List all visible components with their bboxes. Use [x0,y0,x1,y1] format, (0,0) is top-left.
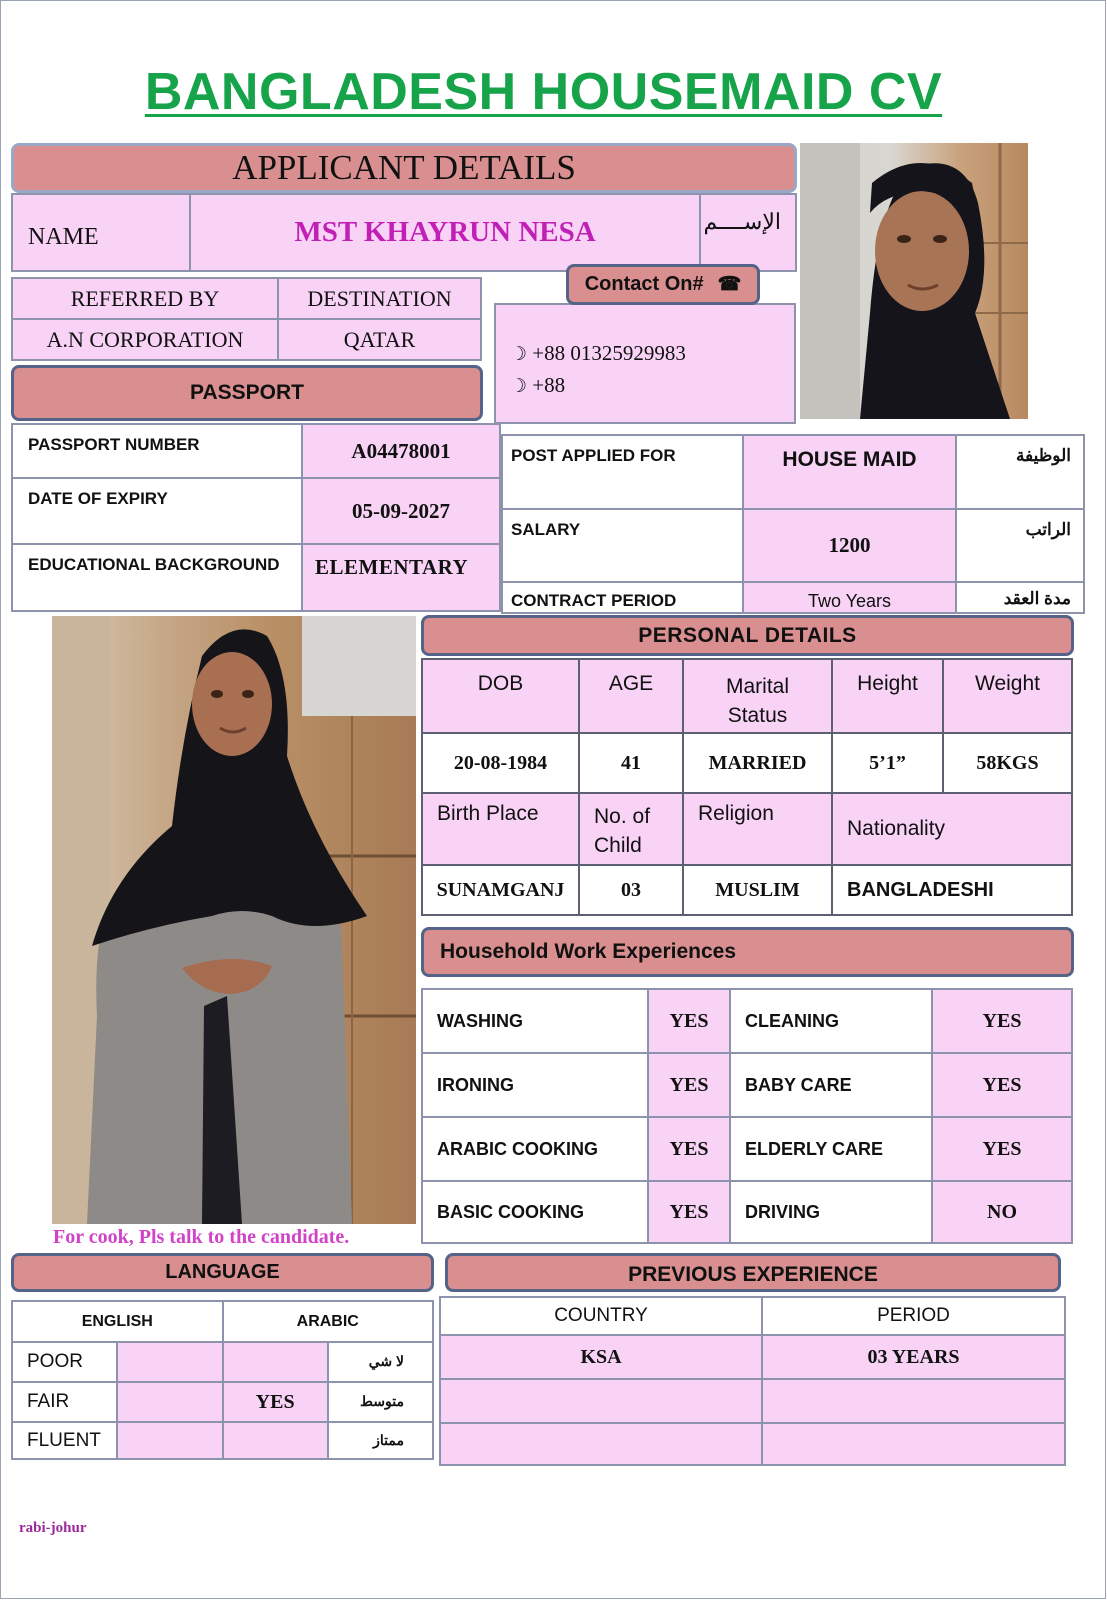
skill-row [422,1181,1072,1243]
household-work-table [421,988,1073,1244]
skill-value: YES [982,1137,1022,1160]
skill-value-cell [648,989,730,1053]
religion-value-cell [683,865,832,915]
passport-header [11,365,483,421]
skill-cell [422,1053,648,1117]
referred-by-label: REFERRED BY [70,285,220,311]
passport-number-label: PASSPORT NUMBER [28,435,200,454]
age-value-cell [579,733,683,793]
salary-label-ar-cell [956,509,1084,582]
marital-label-cell [683,659,832,733]
language-row [12,1382,433,1422]
arabic-value-cell [223,1382,328,1422]
skill-value-cell [932,1117,1072,1181]
age-value: 41 [621,751,641,774]
education-value: ELEMENTARY [315,555,469,579]
phone-1-text: +88 01325929983 [532,341,686,365]
english-value-cell [117,1382,222,1422]
skill-label: CLEANING [745,1010,839,1031]
passport-header-label: PASSPORT [190,381,304,404]
birthplace-value: SUNAMGANJ [436,878,565,901]
skill-cell [422,1117,648,1181]
full-body-svg [52,616,416,1224]
age-label: AGE [608,672,654,695]
marital-value: MARRIED [708,751,807,774]
expiry-label: DATE OF EXPIRY [28,489,168,508]
household-work-label: Household Work Experiences [440,940,737,963]
phone-2-text: +88 [532,373,566,397]
level-label-ar: لا شي [368,1353,404,1369]
birthplace-label: Birth Place [437,802,539,825]
country-col-label: COUNTRY [554,1305,648,1326]
height-value: 5’1” [869,751,906,774]
post-label-cell [502,435,743,509]
country-col-cell [440,1297,762,1335]
expiry-label-cell [12,478,302,544]
contact-header-label: Contact On# [584,273,704,295]
weight-label-cell [943,659,1072,733]
passport-number-value: A04478001 [351,438,451,463]
contract-label-ar: مدة العقد [1003,589,1071,608]
skill-value-cell [648,1053,730,1117]
country-cell [440,1335,762,1379]
previous-experience-label: PREVIOUS EXPERIENCE [628,1263,878,1286]
skill-cell [730,1117,932,1181]
footer-credit: rabi-johur [19,1520,87,1536]
country-cell [440,1423,762,1465]
personal-details-table [421,658,1073,916]
referral-table [11,277,482,361]
experience-row [440,1379,1065,1423]
country-cell [440,1379,762,1423]
skill-value: NO [987,1200,1017,1223]
children-label-cell [579,793,683,865]
skill-label: IRONING [437,1074,515,1095]
post-value: HOUSE MAID [782,448,917,471]
destination-value: QATAR [343,326,416,352]
name-value-cell [190,194,700,271]
passport-number-label-cell [12,424,302,478]
referred-by-value-cell [12,319,278,360]
passport-table [11,423,501,612]
birthplace-value-cell [422,865,579,915]
level-cell [12,1422,117,1459]
skill-value: YES [669,1073,709,1096]
name-label-cell [12,194,190,271]
post-value-cell [743,435,956,509]
salary-value: 1200 [828,533,871,557]
destination-label-cell [278,278,481,319]
religion-label: Religion [698,802,774,825]
nationality-label-cell [832,793,1072,865]
education-label: EDUCATIONAL BACKGROUND [28,555,280,574]
skill-row [422,989,1072,1053]
period-col-cell [762,1297,1065,1335]
dob-value-cell [422,733,579,793]
period-cell [762,1423,1065,1465]
telephone-icon: ☎ [717,274,742,295]
contact-box [494,303,796,424]
dob-label: DOB [477,672,524,695]
skill-row [422,1053,1072,1117]
name-label: NAME [28,224,99,250]
name-label-ar-cell [700,194,796,271]
weight-value: 58KGS [976,751,1039,774]
period-cell [762,1335,1065,1379]
children-value-cell [579,865,683,915]
birthplace-label-cell [422,793,579,865]
skill-label: DRIVING [745,1201,821,1222]
skill-cell [730,1053,932,1117]
education-label-cell [12,544,302,611]
arabic-value-cell [223,1342,328,1382]
skill-cell [422,1181,648,1243]
dob-value: 20-08-1984 [453,751,548,774]
skill-cell [730,989,932,1053]
weight-value-cell [943,733,1072,793]
skill-value-cell [648,1181,730,1243]
religion-label-cell [683,793,832,865]
language-row [12,1422,433,1459]
experience-row [440,1335,1065,1379]
full-body-photo [52,616,416,1224]
skill-value: YES [669,1200,709,1223]
skill-label: ARABIC COOKING [437,1138,598,1159]
previous-experience-table [439,1296,1066,1466]
skill-cell [422,989,648,1053]
arabic-col-label: ARABIC [296,1312,359,1330]
post-label-ar-cell [956,435,1084,509]
arabic-col-cell [223,1301,434,1342]
skill-value-cell [932,989,1072,1053]
applicant-details-header [11,143,797,193]
skill-row [422,1117,1072,1181]
personal-details-header [421,615,1074,656]
skill-label: BABY CARE [745,1074,852,1095]
english-col-label: ENGLISH [81,1312,153,1330]
level-label-ar: ممتاز [373,1431,404,1448]
skill-value-cell [648,1117,730,1181]
skill-value: YES [982,1073,1022,1096]
salary-label-cell [502,509,743,582]
page-title-text: BANGLADESH HOUSEMAID CV [144,63,943,121]
contact-phone-2 [510,373,565,398]
post-label: POST APPLIED FOR [511,446,676,465]
phone-handset-icon: ☽ [510,344,528,365]
language-header [11,1253,434,1292]
skill-label: ELDERLY CARE [745,1138,884,1159]
previous-experience-header [445,1253,1061,1292]
religion-value: MUSLIM [715,878,800,901]
name-label-ar: الإســــم [703,209,781,234]
skill-label: BASIC COOKING [437,1201,585,1222]
passport-number-value-cell [302,424,500,478]
skill-value: YES [982,1009,1022,1032]
level-ar-cell [328,1342,433,1382]
referred-by-value: A.N CORPORATION [46,326,244,352]
salary-label: SALARY [511,520,581,539]
contract-label-cell [502,582,743,613]
household-work-header [421,927,1074,977]
period-value: 03 YEARS [867,1345,960,1368]
skill-label: WASHING [437,1010,524,1031]
nationality-value: BANGLADESHI [847,878,994,901]
post-label-ar: الوظيفة [1015,446,1071,465]
contract-value-cell [743,582,956,613]
marital-value-cell [683,733,832,793]
level-label-ar: متوسط [360,1393,404,1409]
cook-note: For cook, Pls talk to the candidate. [53,1226,350,1248]
level-ar-cell [328,1422,433,1459]
job-table [501,434,1085,614]
weight-label: Weight [975,672,1040,695]
nationality-label: Nationality [847,817,946,840]
salary-value-cell [743,509,956,582]
height-value-cell [832,733,943,793]
level-label: FLUENT [27,1429,101,1451]
arabic-value: YES [255,1390,295,1413]
experience-row [440,1423,1065,1465]
height-label-cell [832,659,943,733]
dob-label-cell [422,659,579,733]
period-col-label: PERIOD [877,1305,950,1326]
children-value: 03 [621,878,641,901]
contact-phone-1 [510,341,686,366]
skill-value: YES [669,1009,709,1032]
portrait-svg [800,143,1028,419]
page-title [0,62,1087,122]
expiry-value: 05-09-2027 [352,498,450,523]
expiry-value-cell [302,478,500,544]
referred-by-label-cell [12,278,278,319]
skill-cell [730,1181,932,1243]
phone-handset-icon: ☽ [510,376,528,397]
country-value: KSA [580,1345,622,1368]
destination-value-cell [278,319,481,360]
arabic-value-cell [223,1422,328,1459]
contract-label-ar-cell [956,582,1084,613]
destination-label: DESTINATION [307,285,452,311]
skill-value-cell [932,1181,1072,1243]
language-header-label: LANGUAGE [165,1261,280,1283]
education-value-cell [302,544,500,611]
level-cell [12,1342,117,1382]
level-label: FAIR [27,1391,70,1412]
applicant-name: MST KHAYRUN NESA [294,216,596,248]
contract-value: Two Years [807,591,892,611]
age-label-cell [579,659,683,733]
english-value-cell [117,1422,222,1459]
personal-details-label: PERSONAL DETAILS [638,623,857,647]
name-table [11,193,797,272]
level-cell [12,1382,117,1422]
portrait-photo [800,143,1028,419]
contract-label: CONTRACT PERIOD [511,591,677,610]
salary-label-ar: الراتب [1025,520,1071,539]
level-ar-cell [328,1382,433,1422]
contact-header [566,264,760,305]
language-table [11,1300,434,1460]
language-row [12,1342,433,1382]
level-label: POOR [27,1351,83,1372]
children-label: No. of Child [594,805,651,858]
period-cell [762,1379,1065,1423]
english-value-cell [117,1342,222,1382]
marital-label: Marital Status [725,675,789,728]
applicant-details-label: APPLICANT DETAILS [232,148,576,187]
skill-value-cell [932,1053,1072,1117]
english-col-cell [12,1301,223,1342]
height-label: Height [857,672,918,695]
skill-value: YES [669,1137,709,1160]
nationality-value-cell [832,865,1072,915]
